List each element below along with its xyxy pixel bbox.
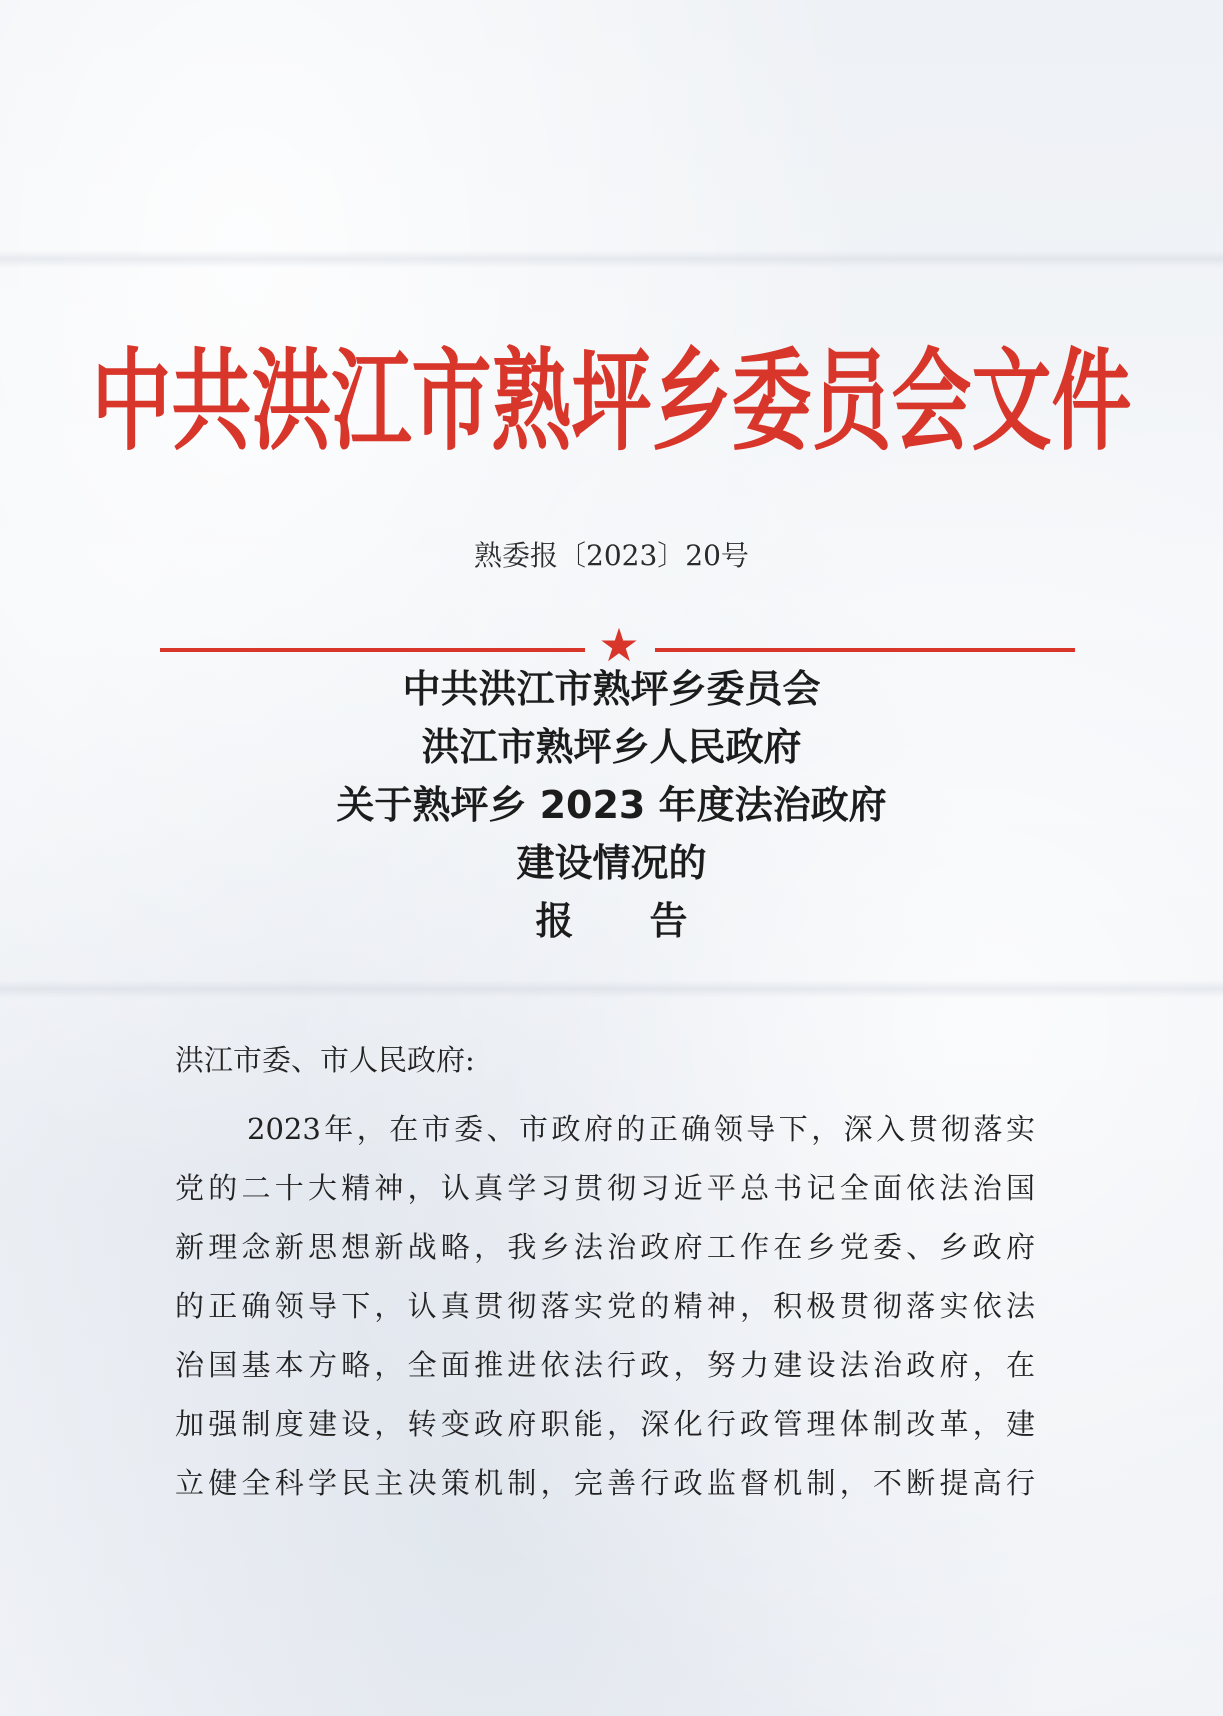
body-paragraph xyxy=(175,1100,1035,1513)
star-icon: ★ xyxy=(598,618,640,672)
body-line: 2023年，在市委、市政府的正确领导下，深入贯彻落实 xyxy=(247,1112,1035,1146)
document-number: 熟委报〔2023〕20号 xyxy=(474,539,749,572)
body-line: 立健全科学民主决策机制，完善行政监督机制，不断提高行 xyxy=(175,1466,1035,1500)
red-divider-left xyxy=(160,648,585,652)
body-line: 的正确领导下，认真贯彻落实党的精神，积极贯彻落实依法 xyxy=(175,1289,1035,1323)
title-line: 关于熟坪乡 2023 年度法治政府 xyxy=(336,783,887,827)
red-divider-right xyxy=(655,648,1075,652)
report-title xyxy=(0,660,1223,950)
paper-fold-shadow xyxy=(0,980,1223,998)
title-line: 洪江市熟坪乡人民政府 xyxy=(421,725,802,769)
red-masthead: 中共洪江市熟坪乡委员会文件 xyxy=(91,335,1132,466)
paper-fold-shadow xyxy=(0,250,1223,268)
body-line: 新理念新思想新战略，我乡法治政府工作在乡党委、乡政府 xyxy=(175,1230,1035,1264)
body-line: 党的二十大精神，认真学习贯彻习近平总书记全面依法治国 xyxy=(175,1171,1035,1205)
title-line: 建设情况的 xyxy=(516,841,707,885)
body-line: 加强制度建设，转变政府职能，深化行政管理体制改革，建 xyxy=(175,1407,1035,1441)
title-line: 报 告 xyxy=(535,899,688,943)
title-line: 中共洪江市熟坪乡委员会 xyxy=(402,667,821,711)
salutation: 洪江市委、市人民政府: xyxy=(175,1043,475,1077)
body-line: 治国基本方略，全面推进依法行政，努力建设法治政府，在 xyxy=(175,1348,1035,1382)
